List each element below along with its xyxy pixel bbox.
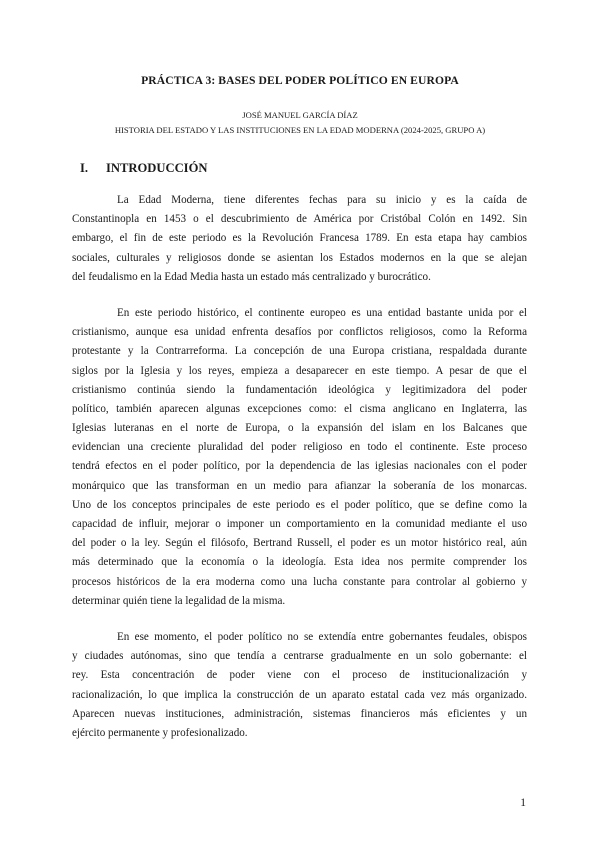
text-line: Uno de los conceptos principales de este periodo es el poder político, que se define como la (72, 498, 527, 511)
text-line: Constantinopla en 1453 o el descubrimiento de América por Cristóbal Colón en 1492. Sin (72, 213, 527, 226)
text-line: embargo, el fin de este periodo es la Revolución Francesa 1789. En esta etapa hay cambios (72, 232, 527, 245)
text-line: tendrá efectos en el poder político, por la dependencia de las iglesias nacionales con el poder (72, 460, 527, 473)
text-line: capacidad de influir, mejorar o imponer un comportamiento en la comunidad mediante el uso (72, 518, 527, 530)
page-number: 1 (520, 797, 526, 809)
text-line: La Edad Moderna, tiene diferentes fechas para su inicio y es la caída de (117, 194, 527, 206)
section-number: I. (80, 161, 89, 175)
text-line: evidencian una creciente pluralidad del poder religioso en todo el continente. Este proceso (72, 441, 527, 454)
text-line: En ese momento, el poder político no se extendía entre gobernantes feudales, obispos (117, 630, 527, 643)
text-line: En este periodo histórico, el continente europeo es una entidad bastante unida por el (117, 306, 527, 319)
course-name: HISTORIA DEL ESTADO Y LAS INSTITUCIONES EN LA EDAD MODERNA (2024-2025, GRUPO A) (114, 125, 486, 135)
text-line: sociales, culturales y religiosos donde se asientan los Estados modernos en la que se alejan (72, 251, 527, 264)
text-line: del poder o la ley. Según el filósofo, Bertrand Russell, el poder es un motor histórico real, aún (72, 537, 527, 550)
text-line: Aparecen nuevas instituciones, administración, sistemas financieros más eficientes y un (72, 707, 527, 720)
text-line: rey. Esta concentración de poder viene con el proceso de institucionalización y (72, 669, 527, 682)
document-title: PRÁCTICA 3: BASES DEL PODER POLÍTICO EN EUROPA (141, 74, 459, 87)
paragraph-1 (72, 191, 527, 287)
section-title: INTRODUCCIÓN (106, 161, 208, 175)
text-line: procesos históricos de la era moderna como una lucha constante para controlar al gobierno y (72, 575, 527, 588)
paragraph-2 (72, 304, 527, 611)
document-body (72, 191, 527, 760)
text-line: siglos por la Iglesia y los reyes, empieza a desaparecer en este tiempo. A pesar de que el (72, 364, 527, 377)
section-heading (80, 161, 207, 176)
text-line: protestante y la Contrarreforma. La concepción de una Europa cristiana, respaldada durante (72, 345, 527, 358)
text-line: monárquico que las transforman en un medio para afianzar la soberanía de los monarcas. (72, 479, 527, 492)
author-name: JOSÉ MANUEL GARCÍA DÍAZ (242, 110, 358, 120)
text-line: determinar quién tiene la legalidad de la misma. (72, 594, 286, 607)
text-line: del feudalismo en la Edad Media hasta un estado más centralizado y burocrático. (72, 270, 431, 283)
text-line: más determinado que la economía o la ideología. Esta idea nos permite comprender los (72, 556, 527, 569)
text-line: político, también aparecen algunas excepciones como: el cisma anglicano en Inglaterra, las (72, 402, 527, 415)
text-line: ejército permanente y profesionalizado. (72, 726, 248, 739)
text-line: cristianismo, aunque esa unidad enfrenta desafíos por conflictos religiosos, como la Reforma (72, 326, 527, 339)
paragraph-3 (72, 628, 527, 743)
text-line: cristianismo continúa siendo la fundamentación ideológica y legitimizadora del poder (72, 383, 527, 396)
text-line: racionalización, lo que implica la construcción de un aparato estatal cada vez más organizado. (72, 688, 527, 701)
text-line: y ciudades autónomas, sino que tendía a centrarse gradualmente en un solo gobernante: el (72, 650, 527, 663)
text-line: Iglesias luteranas en el norte de Europa, o la expansión del islam en los Balcanes que (72, 422, 527, 435)
